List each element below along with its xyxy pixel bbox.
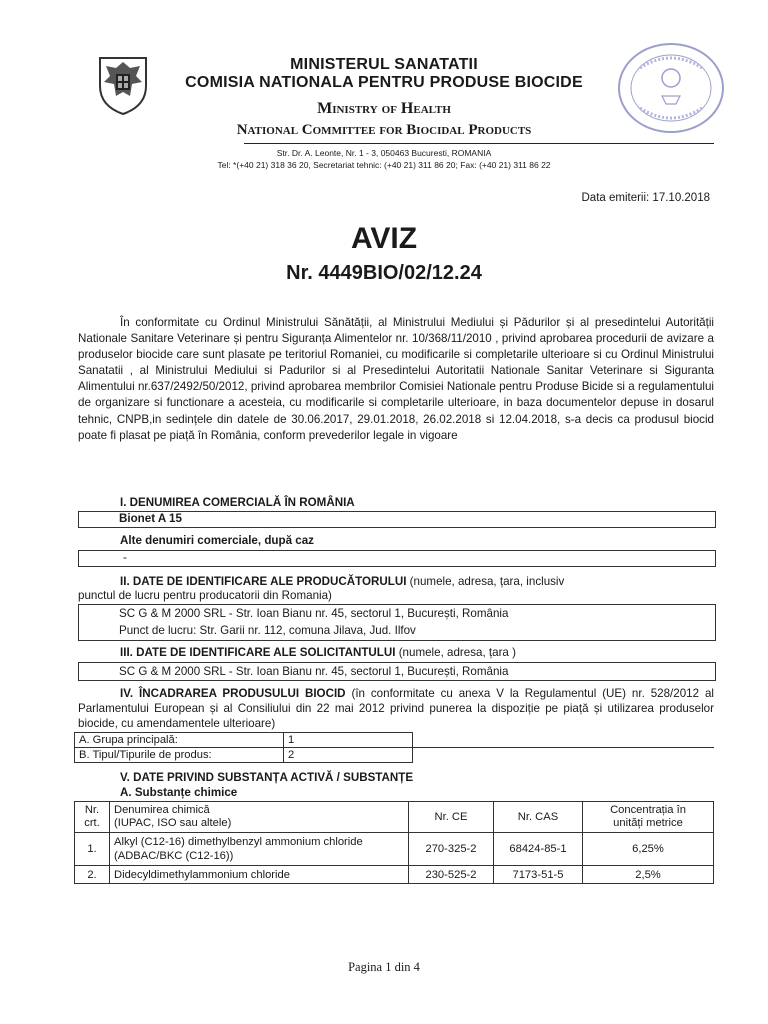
- applicant-address: SC G & M 2000 SRL - Str. Ioan Bianu nr. 45, sectorul 1, București, România: [119, 665, 509, 678]
- table-row: 2. Didecyldimethylammonium chloride 230-525-2 7173-51-5 2,5%: [75, 866, 714, 884]
- commission-title-en: National Committee for Biocidal Products: [236, 122, 532, 138]
- document-title: AVIZ: [350, 222, 418, 255]
- trade-name-box: [78, 511, 716, 528]
- section-5-subtitle: A. Substanțe chimice: [120, 786, 238, 799]
- header-phones: Tel: *(+40 21) 318 36 20, Secretariat tehnic: (+40 21) 311 86 20; Fax: (+40 21) 311 86 22: [217, 160, 551, 170]
- product-classification-table: [74, 732, 714, 763]
- section-3-title: III. DATE DE IDENTIFICARE ALE SOLICITANTULUI (numele, adresa, țara ): [120, 646, 516, 659]
- trade-name: Bionet A 15: [119, 512, 182, 525]
- table-header-row: Nr. crt. Denumirea chimică (IUPAC, ISO sau altele) Nr. CE Nr. CAS Concentrația în unități metrice: [75, 802, 714, 833]
- active-substances-table: [74, 801, 714, 884]
- header-address: Str. Dr. A. Leonte, Nr. 1 - 3, 050463 Bucuresti, ROMANIA: [276, 148, 492, 158]
- section-1-title: I. DENUMIREA COMERCIALĂ ÎN ROMÂNIA: [120, 496, 355, 509]
- page-footer: Pagina 1 din 4: [348, 960, 420, 974]
- table-row: 1. Alkyl (C12-16) dimethylbenzyl ammonium chloride (ADBAC/BKC (C12-16)) 270-325-2 68424-85-1 6,25%: [75, 833, 714, 866]
- commission-title-ro: COMISIA NATIONALA PENTRU PRODUSE BIOCIDE: [185, 74, 583, 91]
- section-2-title: II. DATE DE IDENTIFICARE ALE PRODUCĂTORULUI (numele, adresa, țara, inclusiv: [120, 575, 565, 588]
- section-2-note: punctul de lucru pentru producatorii din Romania): [78, 589, 332, 602]
- section-4-text: IV. ÎNCADRAREA PRODUSULUI BIOCID (în conformitate cu anexa V la Regulamentul (UE) nr. 528/2012 al Parlamentului European și al Consiliului din 22 mai 2012 privind punerea la dispoziție pe piață și utilizarea produselor biocide, cu amendamentele ulterioare): [78, 687, 714, 730]
- header-divider: [244, 143, 714, 144]
- alt-names-value: -: [123, 551, 127, 564]
- producer-workpoint: Punct de lucru: Str. Garii nr. 112, comuna Jilava, Jud. Ilfov: [119, 624, 416, 637]
- document-number: Nr. 4449BIO/02/12.24: [286, 262, 482, 284]
- alt-names-label: Alte denumiri comerciale, după caz: [120, 534, 314, 547]
- intro-paragraph: În conformitate cu Ordinul Ministrului Sănătății, al Ministrului Mediului și Pădurilor și al presedintelui Autorității Nationale Sanitare Veterinare și pentru Siguranța Alimentelor nr. 10/368/11/2010 , privind aprobarea procedurii de avizare a produselor biocide care sunt plasate pe teritoriul Romaniei, cu modificarile si completarile ulterioare si cu Ordinul Ministrului Sanatatii , al Ministrului Mediului si Padurilor si al Presedintelui Autoritatii Nationale Sanitar Veterinare si Siguranta Alimentului nr.637/2492/50/2012, privind aprobarea membrilor Comisiei Nationale pentru Produse Bicide si a regulamentului de organizare si functionare a acesteia, cu modificarile si completarile ulterioare, in baza documentelor depuse in dosarul tehnic, CNPB,in sedințele din datele de 30.06.2017, 29.01.2018, 26.02.2018 si 12.04.2018, s-a decis ca produsul biocid poate fi plasat pe piață în România, conform prevederilor legale in vigoare: [78, 316, 714, 442]
- table-row: A. Grupa principală: 1: [75, 733, 715, 748]
- table-row: B. Tipul/Tipurile de produs: 2: [75, 748, 715, 763]
- issue-date: Data emiterii: 17.10.2018: [581, 192, 710, 204]
- section-5-title: V. DATE PRIVIND SUBSTANȚA ACTIVĂ / SUBSTANȚE: [120, 771, 414, 784]
- applicant-box: [78, 662, 716, 681]
- ministry-title-ro: MINISTERUL SANATATII: [290, 56, 478, 73]
- producer-box: [78, 604, 716, 641]
- alt-names-box: [78, 550, 716, 567]
- producer-address: SC G & M 2000 SRL - Str. Ioan Bianu nr. 45, sectorul 1, București, România: [119, 607, 509, 620]
- ministry-title-en: Ministry of Health: [317, 100, 451, 117]
